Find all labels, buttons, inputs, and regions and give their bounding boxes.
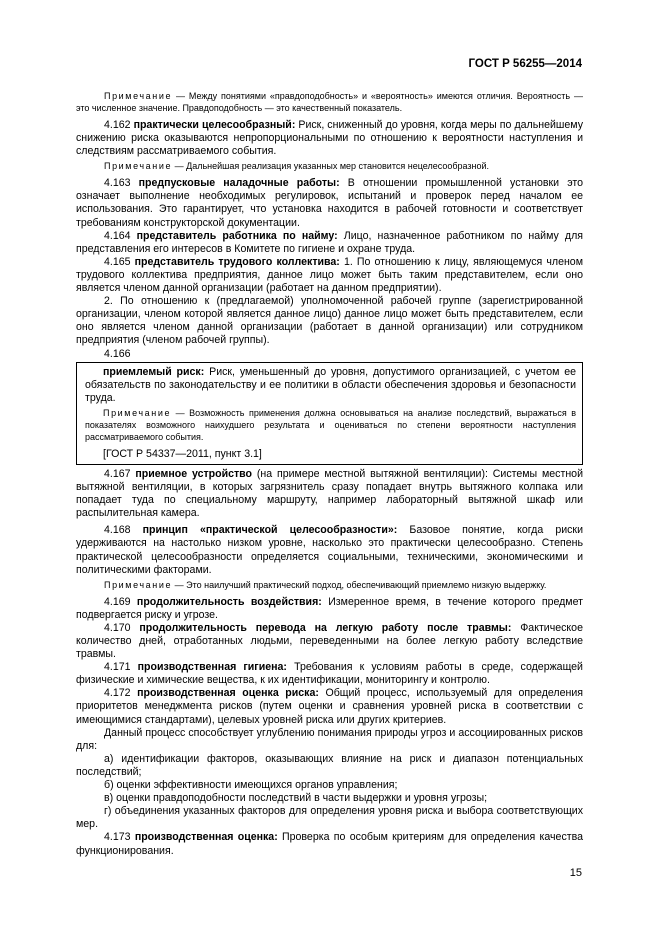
entry-4-171: 4.171 производственная гигиена: Требования к условиям работы в среде, содержащей физические и химические вещества, к их идентификации, мониторингу и контролю. [76,661,583,687]
standard-header: ГОСТ Р 56255—2014 [468,58,582,70]
list-item: б) оценки эффективности имеющихся органов управления; [104,779,398,792]
note-4-166: Примечание — Возможность применения должна основываться на анализе последствий, выражаться в показателях возможного наихудшего результата и оцениваться по степени вероятности наступления рассматриваемого события. [85,407,576,442]
list-item: г) объединения указанных факторов для определения уровня риска и выбора соответствующих мер. [76,805,583,831]
term: приемное устройство [135,467,253,480]
entry-4-172-p2: Данный процесс способствует углублению понимания природы угроз и ассоциированных рисков для: [76,726,583,752]
entry-4-172-list [76,753,583,832]
term: практически целесообразный: [133,119,296,131]
note-4-168: Примечание — Это наилучший практический подход, обеспечивающий приемлемо низкую выдержку. [104,579,547,590]
term: производственная гигиена: [137,661,287,674]
reference-4-166: [ГОСТ Р 54337—2011, пункт 3.1] [103,447,262,460]
entry-4-167: 4.167 приемное устройство (на примере местной вытяжной вентиляции): Системы местной вытяжной вентиляции, в которых загрязнитель сразу попадает внутрь вытяжного колпака или попадает туда по специальному маршруту, например лабораторный вытяжной шкаф или распылительная камера. [76,467,583,520]
entry-4-172: 4.172 производственная оценка риска: Общий процесс, используемый для определения приоритетов менеджмента рисков (путем оценки и сравнения уровней риска в соответствии с имеющимися стандартами), целевых уровней риска или других критериев. [76,687,583,726]
entry-4-168: 4.168 принцип «практической целесообразности»: Базовое понятие, когда риски удерживаются на настолько низком уровне, насколько это практически целесообразно. Степень практической целесообразности определяется социальными, техническими, экономическими и политическими факторами. [76,524,583,576]
list-item: а) идентификации факторов, оказывающих влияние на риск и диапазон потенциальных последствий; [76,752,583,778]
term: представитель трудового коллектива: [134,255,340,268]
term: продолжительность воздействия: [136,595,322,608]
term: производственная оценка: [134,831,278,844]
term: продолжительность перевода на легкую работу после травмы: [139,621,512,634]
note-label: Примечание [104,91,173,101]
term: принцип «практической целесообразности»: [142,524,398,537]
document-body [76,88,583,858]
entry-4-173: 4.173 производственная оценка: Проверка по особым критериям для определения качества функционирования. [76,831,583,857]
entry-4-166: приемлемый риск: Риск, уменьшенный до уровня, допустимого организацией, с учетом ее обязательств по законодательству и ее политики в области обеспечения здоровья и безопасности труда. [85,365,577,404]
entry-4-162: 4.162 практически целесообразный: Риск, сниженный до уровня, когда меры по дальнейшему снижению риска оказываются непропорциональными по отношению к вероятности наступления и следствиям рассматриваемого события. [76,119,583,158]
note-top: Примечание — Между понятиями «правдоподобность» и «вероятность» имеются отличия. Вероятность — это численное значение. Правдоподобность — это качественный показатель. [76,91,583,113]
entry-4-166-box [76,362,583,465]
entry-4-169: 4.169 продолжительность воздействия: Измеренное время, в течение которого предмет подвергается риску и угрозе. [76,595,583,621]
entry-4-170: 4.170 продолжительность перевода на легкую работу после травмы: Фактическое количество дней, отработанных людьми, переведенными на более легкую работу вследствие травмы. [76,621,583,661]
list-item: в) оценки правдоподобности последствий в части выдержки и уровня угрозы; [104,792,488,805]
entry-4-166-number: 4.166 [104,347,131,360]
page-number: 15 [569,867,582,879]
entry-4-164: 4.164 представитель работника по найму: Лицо, назначенное работником по найму для представления его интересов в Комитете по гигиене и охране труда. [76,229,583,255]
term: предпусковые наладочные работы: [138,177,340,190]
entry-4-165: 4.165 представитель трудового коллектива: 1. По отношению к лицу, являющемуся членом трудового коллектива предприятия, данное лицо может быть таким представителем, если оно является членом данной организации (работает на данном предприятии). [76,255,583,295]
term: представитель работника по найму: [136,229,338,242]
entry-4-165-p2: 2. По отношению к (предлагаемой) уполномоченной рабочей группе (зарегистрированной организации, членом которой является данное лицо) данное лицо может быть представителем, если оно является членом данной организации (работает в данной организации) или сотрудником предприятия (членом рабочей группы). [76,295,583,347]
entry-4-163: 4.163 предпусковые наладочные работы: В отношении промышленной установки это означает выполнение необходимых регулировок, испытаний и проверок перед началом ее использования. Это гарантирует, что установка находится в рабочей готовности и соответствует требованиям конструкторской документации. [76,177,583,229]
note-4-162: Примечание — Дальнейшая реализация указанных мер становится нецелесообразной. [104,161,490,172]
term: производственная оценка риска: [137,687,319,700]
term: приемлемый риск: [103,365,205,378]
